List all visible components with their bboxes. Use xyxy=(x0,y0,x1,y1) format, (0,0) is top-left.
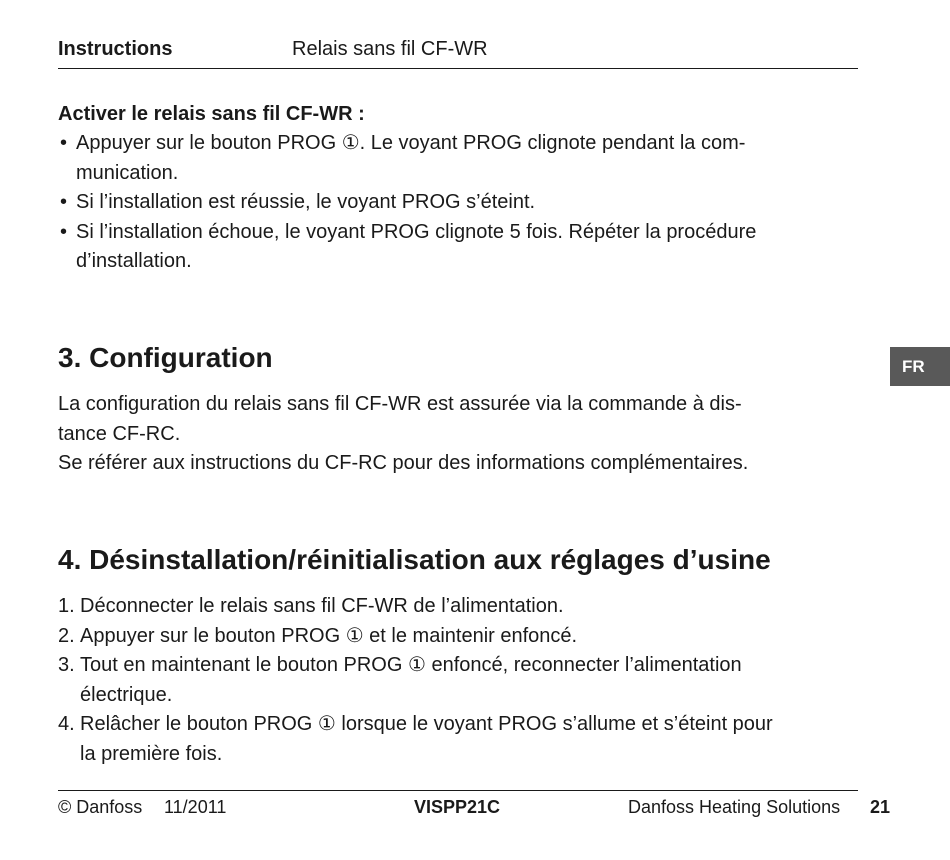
language-tab: FR xyxy=(890,347,950,386)
step-item xyxy=(58,592,858,622)
activate-section xyxy=(58,100,858,277)
header-section-label: Instructions xyxy=(58,38,173,60)
document-page xyxy=(58,0,858,860)
list-item-continuation xyxy=(58,247,858,277)
step-text: Tout en maintenant le bouton PROG ① enfoncé, reconnecter l’alimentation xyxy=(80,654,742,676)
page-number: 21 xyxy=(870,797,891,817)
step-text: électrique. xyxy=(80,683,173,706)
list-item-text: Si l’installation échoue, le voyant PROG clignote 5 fois. Répéter la procédure xyxy=(76,220,757,243)
activate-title: Activer le relais sans fil CF-WR : xyxy=(58,103,365,125)
footer-document-code: VISPP21C xyxy=(414,797,501,817)
paragraph-line: La configuration du relais sans fil CF-WR est assurée via la commande à dis- xyxy=(58,393,742,415)
step-text: Relâcher le bouton PROG ① lorsque le voyant PROG s’allume et s’éteint pour xyxy=(80,713,773,735)
list-item xyxy=(58,188,858,218)
uninstall-title: 4. Désinstallation/réinitialisation aux réglages d’usine xyxy=(58,544,771,575)
step-text: Appuyer sur le bouton PROG ① et le maintenir enfoncé. xyxy=(80,624,578,647)
paragraph-line: Se référer aux instructions du CF-RC pour des informations complémentaires. xyxy=(58,452,749,474)
step-number: 3. xyxy=(58,654,75,676)
configuration-section xyxy=(58,340,858,479)
step-number: 4. xyxy=(58,713,75,735)
bullet-icon: • xyxy=(60,220,68,243)
list-item xyxy=(58,218,858,248)
configuration-body xyxy=(58,390,858,479)
configuration-title: 3. Configuration xyxy=(58,342,273,373)
bullet-icon: • xyxy=(60,191,68,213)
activate-bullet-list xyxy=(58,129,858,277)
uninstall-section xyxy=(58,542,858,769)
list-item-text: d’installation. xyxy=(76,250,192,272)
list-item-text: munication. xyxy=(76,161,179,184)
step-item xyxy=(58,622,858,652)
step-item xyxy=(58,651,858,681)
footer-date: 11/2011 xyxy=(164,797,227,817)
page-footer xyxy=(58,790,858,831)
list-item-text: Si l’installation est réussie, le voyant PROG s’éteint. xyxy=(76,191,536,213)
uninstall-step-list xyxy=(58,592,858,769)
step-text: la première fois. xyxy=(80,742,223,765)
step-number: 1. xyxy=(58,595,75,617)
footer-copyright: © Danfoss xyxy=(58,797,143,817)
bullet-icon: • xyxy=(60,132,68,154)
step-number: 2. xyxy=(58,624,75,647)
step-text: Déconnecter le relais sans fil CF-WR de l’alimentation. xyxy=(80,595,564,617)
footer-company: Danfoss Heating Solutions xyxy=(628,797,841,817)
page-header xyxy=(58,36,858,69)
step-item xyxy=(58,710,858,740)
list-item-text: Appuyer sur le bouton PROG ①. Le voyant PROG clignote pendant la com- xyxy=(76,132,746,154)
step-item-continuation xyxy=(58,740,858,770)
header-product-title: Relais sans fil CF-WR xyxy=(292,38,488,60)
list-item-continuation xyxy=(58,159,858,189)
list-item xyxy=(58,129,858,159)
paragraph-line: tance CF-RC. xyxy=(58,422,181,445)
step-item-continuation xyxy=(58,681,858,711)
